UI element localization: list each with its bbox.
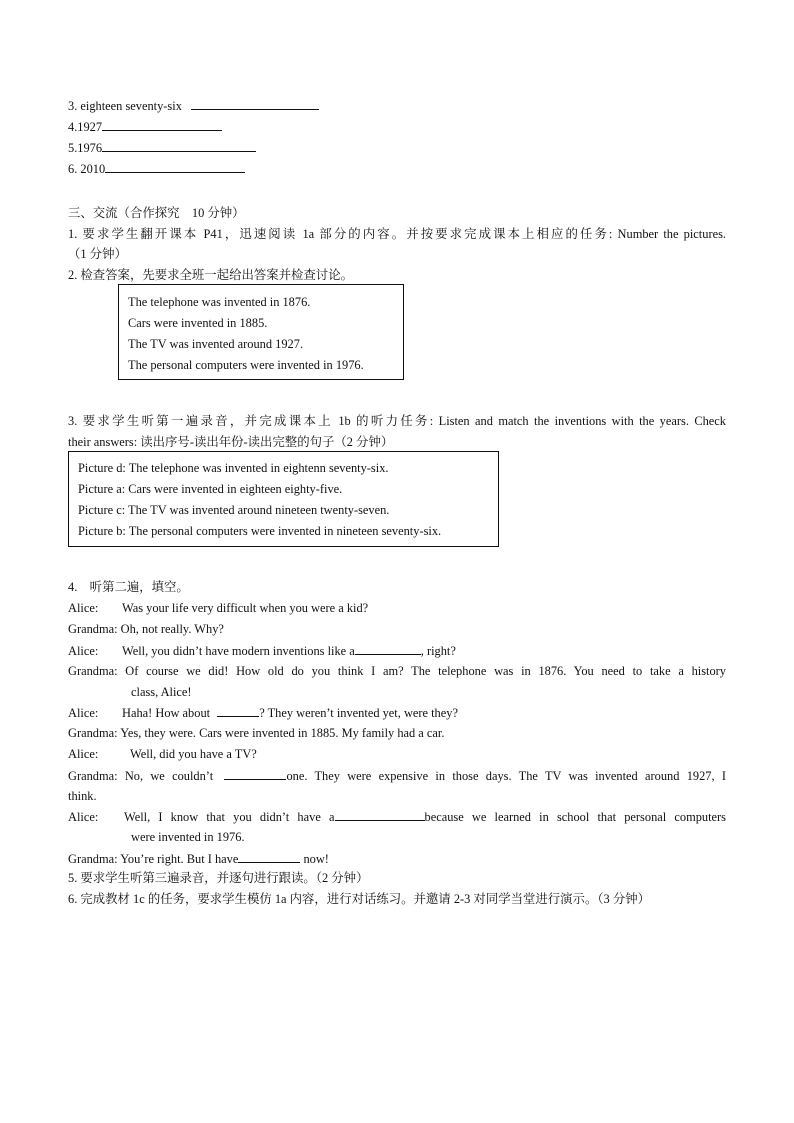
- answer-blank[interactable]: [102, 139, 256, 152]
- step-1-line-2: （1 分钟）: [68, 247, 127, 261]
- dialogue-line: Grandma: Of course we did! How old do you think I am? The telephone was in 1876. You need to take a history: [68, 664, 726, 678]
- answer-box-1: [118, 284, 404, 380]
- answer-line: Cars were invented in 1885.: [128, 316, 268, 330]
- answer-blank[interactable]: [102, 118, 222, 131]
- year-item-4: 4.1927: [68, 118, 222, 135]
- year-item-6: 6. 2010: [68, 160, 245, 177]
- speaker-label: Grandma:: [68, 664, 118, 678]
- step-6: 6. 完成教材 1c 的任务，要求学生模仿 1a 内容，进行对话练习。并邀请 2-3 对同学当堂进行演示。（3 分钟）: [68, 892, 650, 906]
- speaker-label: Alice:: [68, 747, 99, 761]
- step-3-line-1: 3. 要求学生听第一遍录音，并完成课本上 1b 的听力任务: Listen and match the inventions with the years. Check: [68, 414, 726, 428]
- year-item-3: 3. eighteen seventy-six: [68, 97, 319, 114]
- answer-box-2: [68, 451, 499, 547]
- answer-line: The TV was invented around 1927.: [128, 337, 304, 351]
- speaker-label: Grandma:: [68, 769, 118, 783]
- step-1-line-1: 1. 要求学生翻开课本 P41，迅速阅读 1a 部分的内容。并按要求完成课本上相应的任务: Number the pictures.: [68, 227, 726, 241]
- speaker-label: Alice:: [68, 601, 99, 615]
- fill-blank[interactable]: [355, 642, 421, 655]
- answer-line: The personal computers were invented in 1976.: [128, 358, 364, 372]
- answer-line: Picture c: The TV was invented around nineteen twenty-seven.: [78, 503, 390, 517]
- dialogue-line: Grandma: Yes, they were. Cars were invented in 1885. My family had a car.: [68, 726, 445, 740]
- answer-line: Picture b: The personal computers were invented in nineteen seventy-six.: [78, 524, 442, 538]
- speaker-label: Grandma:: [68, 726, 118, 740]
- speaker-label: Grandma:: [68, 622, 118, 636]
- dialogue-line: Alice: Well, you didn’t have modern inventions like a , right?: [68, 644, 456, 658]
- answer-line: Picture d: The telephone was invented in eightenn seventy-six.: [78, 461, 389, 475]
- fill-blank[interactable]: [217, 704, 259, 717]
- dialogue-line: Alice: Was your life very difficult when you were a kid?: [68, 601, 369, 615]
- step-5: 5. 要求学生听第三遍录音，并逐句进行跟读。（2 分钟）: [68, 871, 369, 885]
- fill-blank[interactable]: [224, 767, 286, 780]
- dialogue-line: Alice: Haha! How about ? They weren’t invented yet, were they?: [68, 706, 458, 720]
- section-heading: 三、交流（合作探究 10 分钟）: [68, 206, 245, 220]
- speaker-label: Alice:: [68, 644, 99, 658]
- speaker-label: Alice:: [68, 706, 99, 720]
- dialogue-line: Grandma: You’re right. But I have now!: [68, 852, 329, 866]
- fill-blank[interactable]: [238, 850, 300, 863]
- answer-line: Picture a: Cars were invented in eighteen eighty-five.: [78, 482, 343, 496]
- dialogue-line-cont: think.: [68, 789, 97, 803]
- dialogue-line: Grandma: No, we couldn’t one. They were expensive in those days. The TV was invented around 1927, I: [68, 769, 726, 783]
- speaker-label: Grandma:: [68, 852, 118, 866]
- step-3-line-2: their answers: 读出序号-读出年份-读出完整的句子（2 分钟）: [68, 435, 394, 449]
- step-2: 2. 检查答案，先要求全班一起给出答案并检查讨论。: [68, 268, 353, 282]
- dialogue-line: Alice: Well, I know that you didn’t have a because we learned in school that personal computers: [68, 810, 726, 824]
- year-item-5: 5.1976: [68, 139, 256, 156]
- answer-blank[interactable]: [191, 97, 319, 110]
- answer-line: The telephone was invented in 1876.: [128, 295, 311, 309]
- speaker-label: Alice:: [68, 810, 99, 824]
- dialogue-line: Alice: Well, did you have a TV?: [68, 747, 257, 761]
- dialogue-line-cont: were invented in 1976.: [131, 830, 245, 844]
- fill-blank[interactable]: [335, 808, 425, 821]
- dialogue-line: Grandma: Oh, not really. Why?: [68, 622, 224, 636]
- dialogue-line-cont: class, Alice!: [131, 685, 192, 699]
- answer-blank[interactable]: [105, 160, 245, 173]
- step-4: 4. 听第二遍，填空。: [68, 580, 189, 594]
